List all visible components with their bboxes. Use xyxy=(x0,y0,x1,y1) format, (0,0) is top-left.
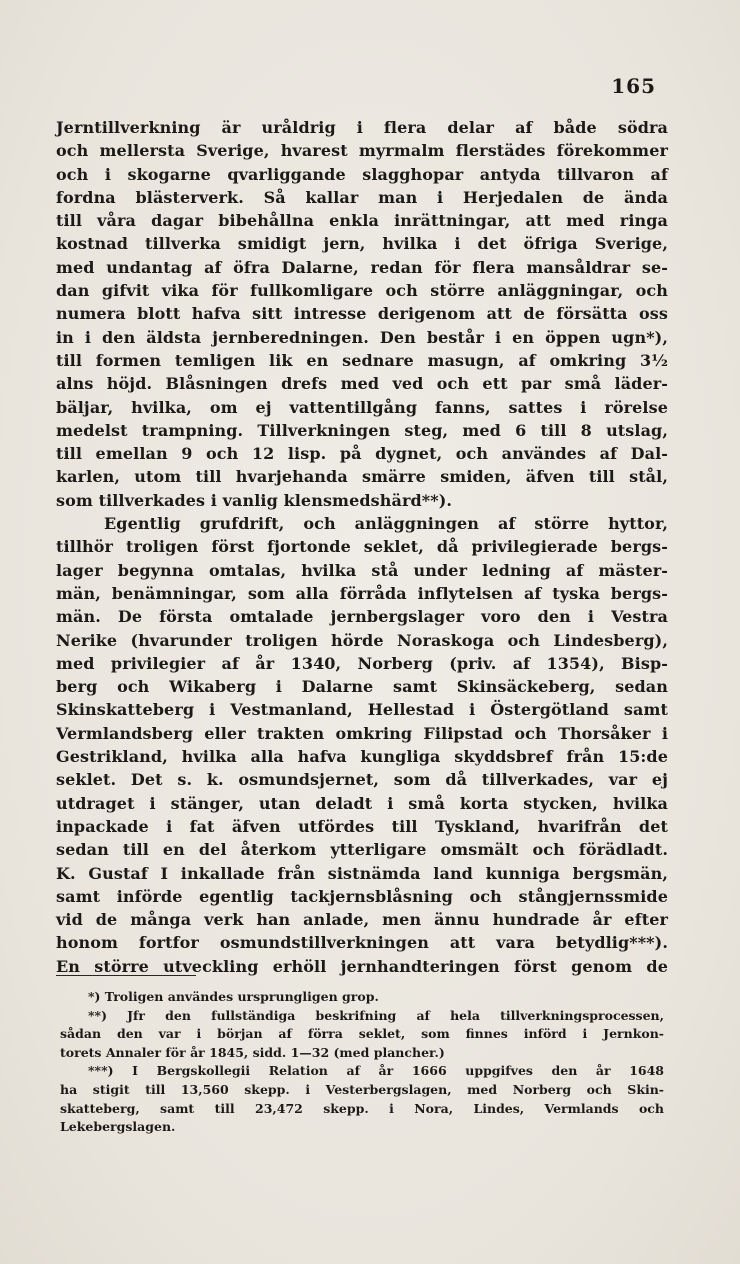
text-line: och i skogarne qvarliggande slagghopar antyda tillvaron af xyxy=(56,164,668,184)
text-line: kostnad tillverka smidigt jern, hvilka i det öfriga Sverige, xyxy=(56,234,668,254)
text-line: utdraget i stänger, utan deladt i små korta stycken, hvilka xyxy=(56,793,668,813)
text-line: och mellersta Sverige, hvarest myrmalm flerstädes förekommer xyxy=(56,141,668,161)
page-number: 165 xyxy=(611,74,656,98)
text-line: seklet. Det s. k. osmundsjernet, som då tillverkades, var ej xyxy=(56,770,668,790)
text-line: in i den äldsta jernberedningen. Den består i en öppen ugn*), xyxy=(56,327,668,347)
text-line: män. De första omtalade jernbergslager voro den i Vestra xyxy=(56,607,668,627)
footnote-line: ***) I Bergskollegii Relation af år 1666 uppgifves den år 1648 xyxy=(88,1063,664,1079)
text-line: inpackade i fat äfven utfördes till Tyskland, hvarifrån det xyxy=(56,816,668,836)
footnote-line: sådan den var i början af förra seklet, som finnes införd i Jernkon- xyxy=(60,1026,664,1042)
footnote-line: ha stigit till 13,560 skepp. i Vesterbergslagen, med Norberg och Skin- xyxy=(60,1081,664,1097)
text-line: samt införde egentlig tackjernsblåsning och stångjernssmide xyxy=(56,886,668,906)
main-text xyxy=(56,116,668,978)
footnote-divider xyxy=(56,975,196,976)
text-line: Egentlig grufdrift, och anläggningen af större hyttor, xyxy=(104,514,668,534)
text-line: honom fortfor osmundstillverkningen att vara betydlig***). xyxy=(56,933,668,953)
text-line: numera blott hafva sitt intresse derigenom att de försätta oss xyxy=(56,304,668,324)
text-line: med privilegier af år 1340, Norberg (priv. af 1354), Bisp- xyxy=(56,653,668,673)
text-line: med undantag af öfra Dalarne, redan för flera mansåldrar se- xyxy=(56,257,668,277)
text-line: bäljar, hvilka, om ej vattentillgång fanns, sattes i rörelse xyxy=(56,397,668,417)
text-line: till formen temligen lik en sednare masugn, af omkring 3½ xyxy=(56,350,668,370)
text-line: vid de många verk han anlade, men ännu hundrade år efter xyxy=(56,910,668,930)
text-line: alns höjd. Blåsningen drefs med ved och ett par små läder- xyxy=(56,374,668,394)
footnote-line: **) Jfr den fullständiga beskrifning af hela tillverkningsprocessen, xyxy=(88,1007,664,1023)
text-line: En större utveckling erhöll jernhandteringen först genom de xyxy=(56,956,668,976)
text-line: Gestrikland, hvilka alla hafva kungliga skyddsbref från 15:de xyxy=(56,747,668,767)
text-line: Nerike (hvarunder troligen hörde Noraskoga och Lindesberg), xyxy=(56,630,668,650)
footnote-line: skatteberg, samt till 23,472 skepp. i Nora, Lindes, Vermlands och xyxy=(60,1100,664,1116)
text-line: tillhör troligen först fjortonde seklet, då privilegierade bergs- xyxy=(56,537,668,557)
text-line: män, benämningar, som alla förråda inflytelsen af tyska bergs- xyxy=(56,583,668,603)
text-line: K. Gustaf I inkallade från sistnämda land kunniga bergsmän, xyxy=(56,863,668,883)
text-line: Skinskatteberg i Vestmanland, Hellestad i Östergötland samt xyxy=(56,700,668,720)
text-line: till våra dagar bibehållna enkla inrättningar, att med ringa xyxy=(56,211,668,231)
footnote-line: torets Annaler för år 1845, sidd. 1—32 (med plancher.) xyxy=(60,1044,445,1060)
text-line: dan gifvit vika för fullkomligare och större anläggningar, och xyxy=(56,281,668,301)
footnote-line: Lekebergslagen. xyxy=(60,1119,176,1135)
text-line: medelst trampning. Tillverkningen steg, med 6 till 8 utslag, xyxy=(56,420,668,440)
text-line: Jerntillverkning är uråldrig i flera delar af både södra xyxy=(56,118,668,137)
text-line: sedan till en del återkom ytterligare omsmält och förädladt. xyxy=(56,840,668,860)
text-line: som tillverkades i vanlig klensmedshärd**). xyxy=(56,490,453,510)
footnotes xyxy=(60,988,664,1137)
text-line: lager begynna omtalas, hvilka stå under ledning af mäster- xyxy=(56,560,668,580)
text-line: berg och Wikaberg i Dalarne samt Skinsäckeberg, sedan xyxy=(56,677,668,697)
text-line: karlen, utom till hvarjehanda smärre smiden, äfven till stål, xyxy=(56,467,668,487)
text-line: fordna blästerverk. Så kallar man i Herjedalen de ända xyxy=(56,187,668,207)
text-line: till emellan 9 och 12 lisp. på dygnet, och användes af Dal- xyxy=(56,444,668,464)
text-line: Vermlandsberg eller trakten omkring Filipstad och Thorsåker i xyxy=(56,723,668,743)
footnote-line: *) Troligen användes ursprungligen grop. xyxy=(88,989,379,1004)
